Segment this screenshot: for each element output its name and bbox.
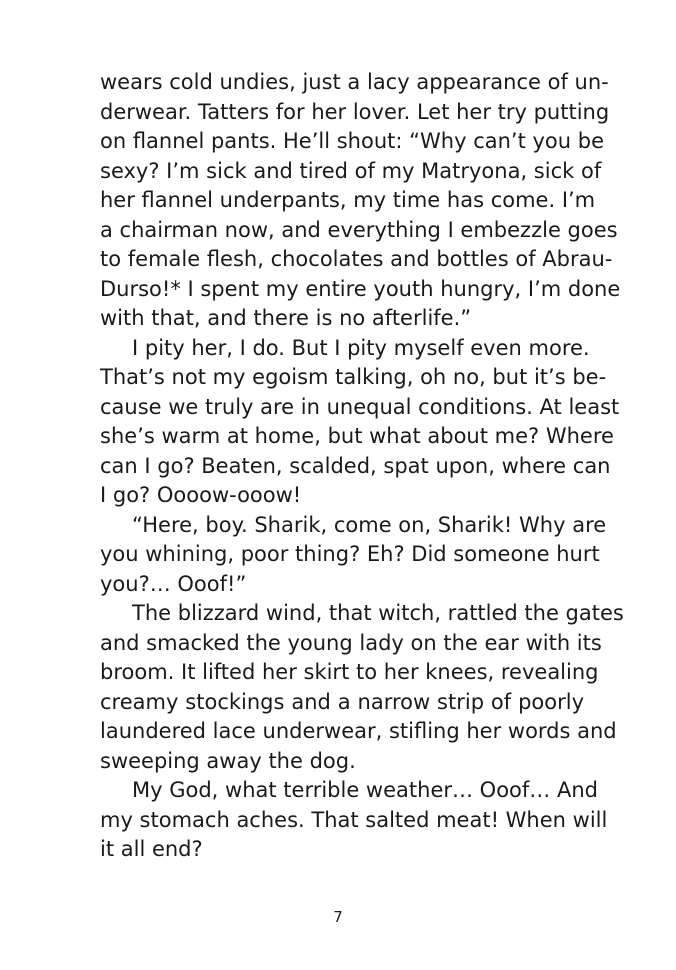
- paragraph: [100, 511, 607, 600]
- text-line: cause we truly are in unequal conditions. At least: [100, 394, 620, 419]
- text-line: The blizzard wind, that witch, rattled the gates: [132, 601, 624, 625]
- page-number: 7: [333, 908, 343, 926]
- text-line: it all end?: [100, 837, 203, 861]
- text-line: she’s warm at home, but what about me? Where: [100, 424, 614, 448]
- text-line: you?… Ooof!”: [100, 571, 247, 596]
- text-line: and smacked the young lady on the ear with its: [100, 630, 602, 655]
- paragraph: [100, 68, 621, 334]
- text-line: her flannel underpants, my time has come. I’m: [100, 188, 596, 212]
- text-line: broom. It lifted her skirt to her knees, revealing: [100, 660, 599, 684]
- text-line: on flannel pants. He’ll shout: “Why can’t you be: [100, 129, 605, 153]
- text-line: sexy? I’m sick and tired of my Matryona, sick of: [100, 158, 602, 183]
- text-line: with that, and there is no afterlife.”: [100, 306, 472, 330]
- text-line: a chairman now, and everything I embezzle goes: [100, 217, 618, 242]
- text-line: My God, what terrible weather… Ooof… And: [132, 778, 598, 802]
- text-line: to female flesh, chocolates and bottles of Abrau-: [100, 247, 613, 271]
- text-line: wears cold undies, just a lacy appearance of un-: [100, 70, 609, 94]
- text-line: can I go? Beaten, scalded, spat upon, where can: [100, 453, 611, 478]
- text-line: you whining, poor thing? Eh? Did someone hurt: [100, 542, 600, 566]
- text-line: sweeping away the dog.: [100, 748, 356, 773]
- text-line: creamy stockings and a narrow strip of poorly: [100, 689, 584, 714]
- text-line: my stomach aches. That salted meat! When will: [100, 807, 608, 832]
- paragraph: [100, 599, 624, 776]
- paragraph: [100, 776, 608, 865]
- text-line: That’s not my egoism talking, oh no, but it’s be-: [100, 365, 607, 389]
- text-line: derwear. Tatters for her lover. Let her try putting: [100, 99, 610, 124]
- paragraph: [100, 334, 620, 511]
- text-line: Durso!* I spent my entire youth hungry, I’m done: [100, 276, 621, 301]
- text-line: I pity her, I do. But I pity myself even more.: [132, 335, 590, 360]
- text-line: I go? Oooow-ooow!: [100, 483, 302, 507]
- text-line: “Here, boy. Sharik, come on, Sharik! Why are: [132, 512, 607, 537]
- body-text: [100, 68, 624, 865]
- text-line: laundered lace underwear, stifling her words and: [100, 719, 617, 743]
